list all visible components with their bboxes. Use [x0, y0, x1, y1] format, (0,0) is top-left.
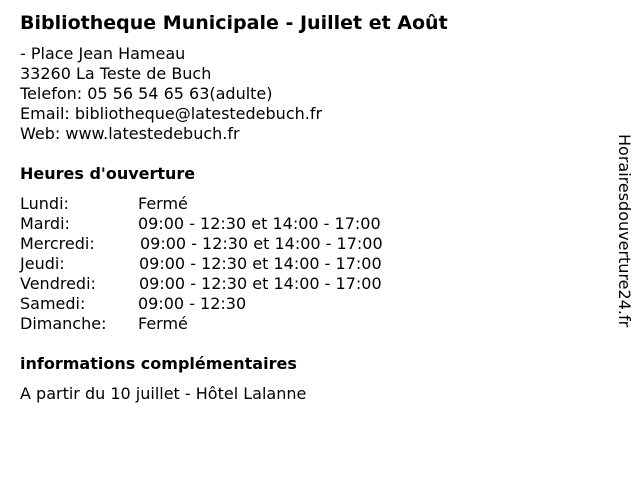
street-line: - Place Jean Hameau	[20, 44, 186, 63]
web-line: Web: www.latestedebuch.fr	[20, 124, 240, 143]
time-value: 09:00 - 12:30	[138, 294, 247, 313]
site-watermark: Horairesdouverture24.fr	[615, 134, 634, 328]
time-value: Fermé	[138, 194, 188, 213]
day-label: Mardi:	[20, 214, 70, 233]
day-label: Mercredi:	[20, 234, 95, 253]
info-text: A partir du 10 juillet - Hôtel Lalanne	[20, 384, 307, 403]
info-heading: informations complémentaires	[20, 354, 297, 373]
hours-heading: Heures d'ouverture	[20, 164, 196, 183]
day-label: Lundi:	[20, 194, 69, 213]
day-label: Dimanche:	[20, 314, 107, 333]
email-line: Email: bibliotheque@latestedebuch.fr	[20, 104, 323, 123]
time-value: 09:00 - 12:30 et 14:00 - 17:00	[140, 234, 383, 253]
time-value: 09:00 - 12:30 et 14:00 - 17:00	[139, 254, 382, 273]
city-line: 33260 La Teste de Buch	[20, 64, 212, 83]
page-title: Bibliotheque Municipale - Juillet et Août	[20, 12, 448, 34]
time-value: 09:00 - 12:30 et 14:00 - 17:00	[139, 274, 382, 293]
time-value: 09:00 - 12:30 et 14:00 - 17:00	[138, 214, 381, 233]
address-block	[20, 44, 322, 144]
time-value: Fermé	[138, 314, 188, 333]
day-label: Samedi:	[20, 294, 86, 313]
day-label: Jeudi:	[20, 254, 65, 273]
phone-line: Telefon: 05 56 54 65 63(adulte)	[20, 84, 273, 103]
day-label: Vendredi:	[20, 274, 96, 293]
